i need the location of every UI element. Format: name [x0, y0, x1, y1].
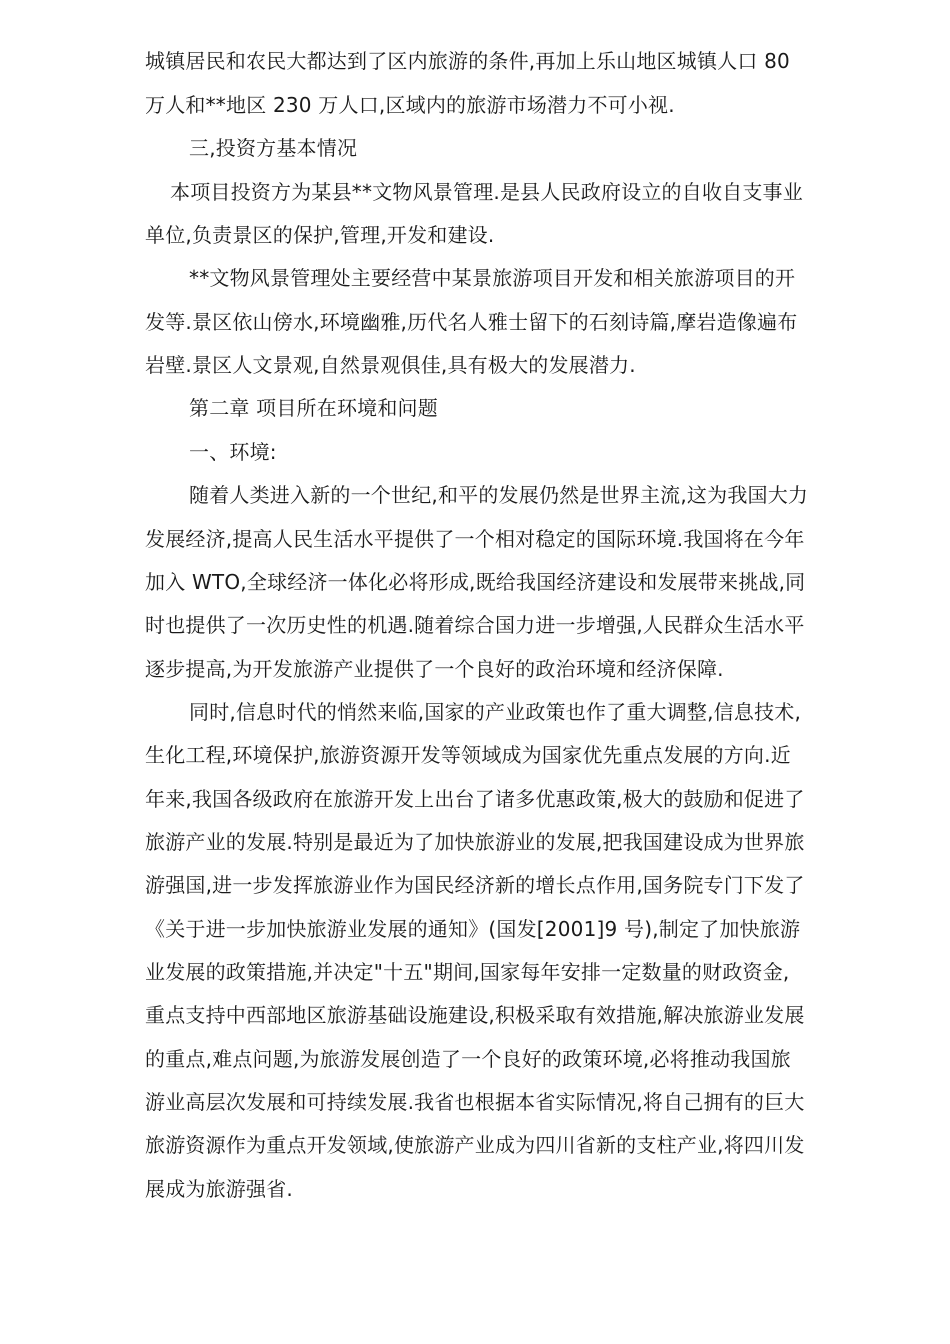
text-line: 岩壁.景区人文景观,自然景观俱佳,具有极大的发展潜力.: [145, 353, 636, 377]
subsection-heading: 一、环境:: [189, 440, 277, 464]
text-line: 游业高层次发展和可持续发展.我省也根据本省实际情况,将自己拥有的巨大: [145, 1090, 805, 1114]
text-line: 加入 WTO,全球经济一体化必将形成,既给我国经济建设和发展带来挑战,同: [145, 570, 806, 594]
text-line: 展成为旅游强省.: [145, 1177, 293, 1201]
text-line: 同时,信息时代的悄然来临,国家的产业政策也作了重大调整,信息技术,: [189, 700, 802, 724]
text-line: 旅游产业的发展.特别是最近为了加快旅游业的发展,把我国建设成为世界旅: [145, 830, 805, 854]
text-line: 逐步提高,为开发旅游产业提供了一个良好的政治环境和经济保障.: [145, 657, 724, 681]
section-heading: 三,投资方基本情况: [189, 136, 358, 160]
text-line: 发等.景区依山傍水,环境幽雅,历代名人雅士留下的石刻诗篇,摩岩造像遍布: [145, 310, 798, 334]
text-line: 单位,负责景区的保护,管理,开发和建设.: [145, 223, 495, 247]
text-line: **文物风景管理处主要经营中某景旅游项目开发和相关旅游项目的开: [189, 266, 796, 290]
text-line: 时也提供了一次历史性的机遇.随着综合国力进一步增强,人民群众生活水平: [145, 613, 805, 637]
text-line: 重点支持中西部地区旅游基础设施建设,积极采取有效措施,解决旅游业发展: [145, 1003, 805, 1027]
text-line: 游强国,进一步发挥旅游业作为国民经济新的增长点作用,国务院专门下发了: [145, 873, 805, 897]
text-line: 城镇居民和农民大都达到了区内旅游的条件,再加上乐山地区城镇人口 80: [145, 49, 790, 73]
text-line: 旅游资源作为重点开发领域,使旅游产业成为四川省新的支柱产业,将四川发: [145, 1133, 805, 1157]
text-line: 生化工程,环境保护,旅游资源开发等领域成为国家优先重点发展的方向.近: [145, 743, 791, 767]
text-line: 发展经济,提高人民生活水平提供了一个相对稳定的国际环境.我国将在今年: [145, 527, 805, 551]
text-line: 随着人类进入新的一个世纪,和平的发展仍然是世界主流,这为我国大力: [189, 483, 809, 507]
text-line: 本项目投资方为某县**文物风景管理.是县人民政府设立的自收自支事业: [170, 180, 803, 204]
text-line: 万人和**地区 230 万人口,区域内的旅游市场潜力不可小视.: [145, 93, 675, 117]
text-line: 《关于进一步加快旅游业发展的通知》(国发[2001]9 号),制定了加快旅游: [145, 917, 801, 941]
text-line: 年来,我国各级政府在旅游开发上出台了诸多优惠政策,极大的鼓励和促进了: [145, 787, 805, 811]
text-line: 的重点,难点问题,为旅游发展创造了一个良好的政策环境,必将推动我国旅: [145, 1047, 791, 1071]
chapter-heading: 第二章 项目所在环境和问题: [189, 396, 438, 420]
text-line: 业发展的政策措施,并决定"十五"期间,国家每年安排一定数量的财政资金,: [145, 960, 790, 984]
